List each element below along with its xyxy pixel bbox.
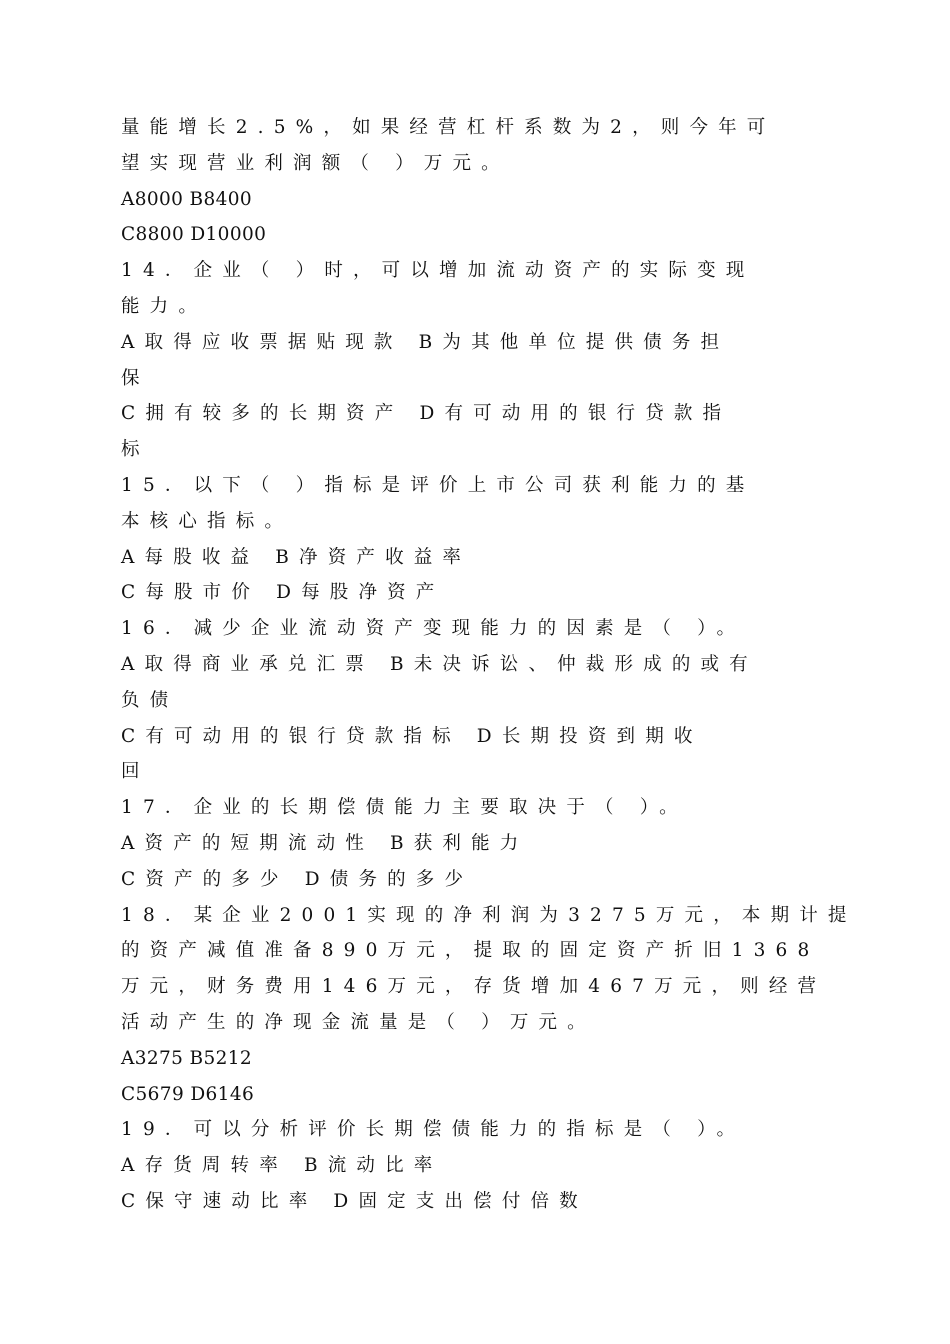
text-line: 万元，财务费用146万元，存货增加467万元，则经营 (121, 976, 827, 998)
text-line: 望实现营业利润额（ ）万元。 (121, 152, 510, 174)
option-line: C有可动用的银行贷款指标 D长期投资到期收 (121, 725, 703, 747)
option-line: A存货周转率 B流动比率 (121, 1155, 443, 1177)
text-line: 本核心指标。 (121, 510, 294, 532)
option-line: C每股市价 D每股净资产 (121, 582, 445, 604)
option-line: C保守速动比率 D固定支出偿付倍数 (121, 1190, 588, 1212)
text-line: 量能增长2.5%，如果经营杠杆系数为2，则今年可 (121, 117, 776, 138)
question-14: 14．企业（ ）时，可以增加流动资产的实际变现 (121, 260, 755, 282)
text-line: 能力。 (121, 295, 208, 317)
text-line: 负债 (121, 689, 179, 711)
question-15: 15．以下（ ）指标是评价上市公司获利能力的基 (121, 474, 755, 496)
option-line: A3275 B5212 (121, 1047, 253, 1069)
text-line: 标 (121, 439, 150, 461)
question-16: 16．减少企业流动资产变现能力的因素是（ ）。 (121, 618, 746, 640)
text-line: 保 (121, 367, 150, 389)
option-line: C资产的多少 D债务的多少 (121, 868, 474, 890)
option-line: A资产的短期流动性 B获利能力 (121, 832, 529, 854)
option-line: A8000 B8400 (121, 188, 253, 210)
text-line: 回 (121, 761, 150, 783)
text-line: 的资产减值准备890万元，提取的固定资产折旧1368 (121, 940, 820, 962)
option-line: C8800 D10000 (121, 224, 267, 246)
option-line: A取得商业承兑汇票 B未决诉讼、仲裁形成的或有 (121, 653, 758, 675)
option-line: C5679 D6146 (121, 1083, 255, 1105)
option-line: A取得应收票据贴现款 B为其他单位提供债务担 (121, 331, 730, 353)
question-18: 18．某企业2001实现的净利润为3275万元，本期计提 (121, 904, 857, 926)
option-line: A每股收益 B净资产收益率 (121, 546, 472, 568)
text-line: 活动产生的净现金流量是（ ）万元。 (121, 1011, 596, 1033)
question-19: 19．可以分析评价长期偿债能力的指标是（ ）。 (121, 1119, 746, 1141)
document-page (121, 110, 857, 1220)
option-line: C拥有较多的长期资产 D有可动用的银行贷款指 (121, 403, 732, 425)
question-17: 17．企业的长期偿债能力主要取决于（ ）。 (121, 797, 688, 819)
